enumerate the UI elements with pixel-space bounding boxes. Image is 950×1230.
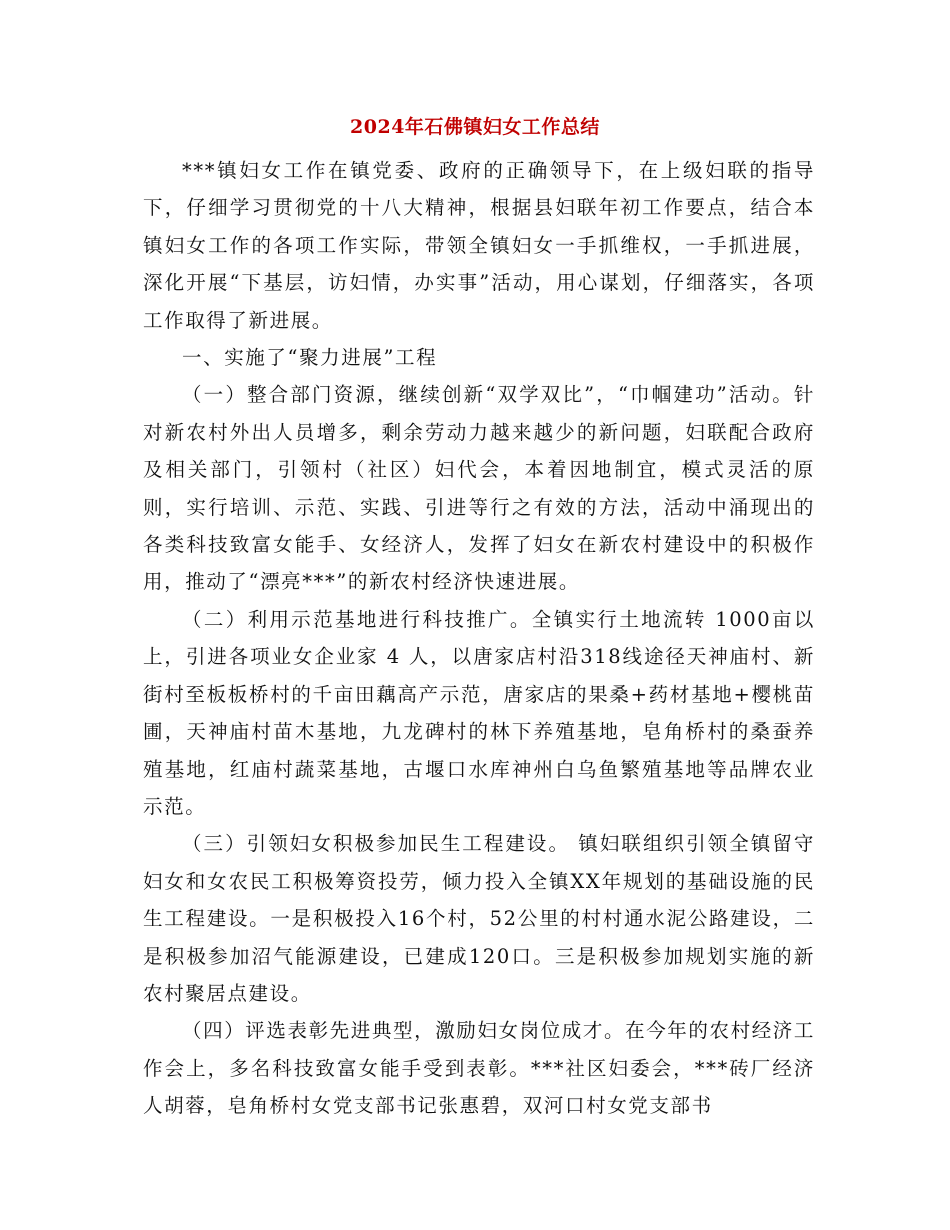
intro-paragraph: ***镇妇女工作在镇党委、政府的正确领导下，在上级妇联的指导下，仔细学习贯彻党的十八大精神，根据县妇联年初工作要点，结合本镇妇女工作的各项工作实际，带领全镇妇女一手抓维权，一手抓进展，深化开展“下基层，访妇情，办实事”活动，用心谋划，仔细落实，各项工作取得了新进展。 xyxy=(143,159,815,332)
document-body xyxy=(143,152,815,1125)
subsection-paragraph-4: （四）评选表彰先进典型，激励妇女岗位成才。在今年的农村经济工作会上，多名科技致富女能手受到表彰。***社区妇委会，***砖厂经济人胡蓉，皂角桥村女党支部书记张惠碧，双河口村女党支部书 xyxy=(143,1019,816,1118)
subsection-paragraph-1: （一）整合部门资源，继续创新“双学双比”，“巾帼建功”活动。针对新农村外出人员增多，剩余劳动力越来越少的新问题，妇联配合政府及相关部门，引领村（社区）妇代会，本着因地制宜，模式灵活的原则，实行培训、示范、实践、引进等行之有效的方法，活动中涌现出的各类科技致富女能手、女经济人，发挥了妇女在新农村建设中的积极作用，推动了“漂亮***”的新农村经济快速进展。 xyxy=(143,383,815,594)
subsection-paragraph-3: （三）引领妇女积极参加民生工程建设。 镇妇联组织引领全镇留守妇女和女农民工积极筹资投劳，倾力投入全镇XX年规划的基础设施的民生工程建设。一是积极投入16个村，52公里的村村通水泥公路建设，二是积极参加沼气能源建设，已建成120口。三是积极参加规划实施的新农村聚居点建设。 xyxy=(143,832,815,1005)
subsection-paragraph-2: （二）利用示范基地进行科技推广。全镇实行土地流转 1000亩以上，引进各项业女企业家 4 人，以唐家店村沿318线途径天神庙村、新街村至板板桥村的千亩田藕高产示范，唐家店的果桑+药材基地+樱桃苗圃，天神庙村苗木基地，九龙碑村的林下养殖基地，皂角桥村的桑蚕养殖基地，红庙村蔬菜基地，古堰口水库神州白乌鱼繁殖基地等品牌农业示范。 xyxy=(143,607,815,818)
section-heading: 一、实施了“聚力进展”工程 xyxy=(182,346,438,370)
document-title: 2024年石佛镇妇女工作总结 xyxy=(350,116,600,138)
